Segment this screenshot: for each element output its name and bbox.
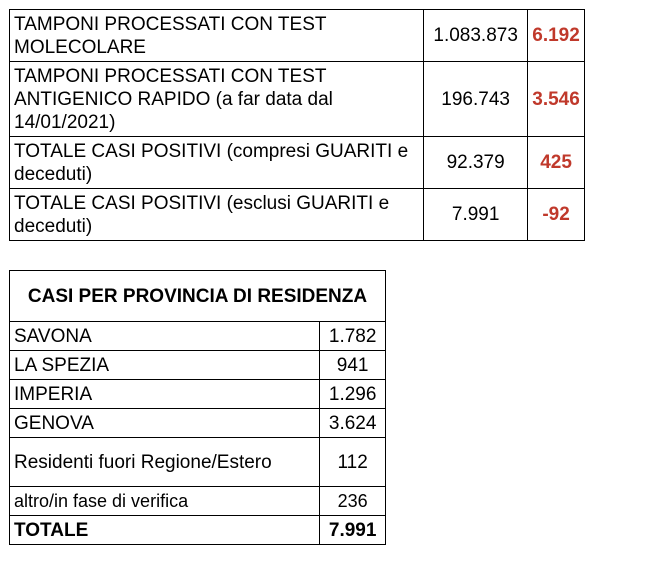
table-row xyxy=(10,380,386,409)
province-label: GENOVA xyxy=(10,409,320,438)
row-label: TOTALE CASI POSITIVI (esclusi GUARITI e deceduti) xyxy=(10,189,424,241)
province-value: 1.782 xyxy=(320,322,386,351)
row-value: 92.379 xyxy=(424,137,528,189)
row-value: 7.991 xyxy=(424,189,528,241)
province-value: 236 xyxy=(320,487,386,516)
table-row xyxy=(10,62,585,137)
table-header-row xyxy=(10,271,386,322)
summary-table xyxy=(9,9,585,241)
province-label: LA SPEZIA xyxy=(10,351,320,380)
province-label: IMPERIA xyxy=(10,380,320,409)
table-row xyxy=(10,351,386,380)
table-row xyxy=(10,322,386,351)
row-delta: 3.546 xyxy=(528,62,585,137)
row-label: TAMPONI PROCESSATI CON TEST ANTIGENICO RAPIDO (a far data dal 14/01/2021) xyxy=(10,62,424,137)
row-value: 1.083.873 xyxy=(424,10,528,62)
province-value: 112 xyxy=(320,438,386,487)
table-row xyxy=(10,10,585,62)
table-row xyxy=(10,438,386,487)
province-value: 941 xyxy=(320,351,386,380)
total-label: TOTALE xyxy=(10,516,320,545)
row-delta: -92 xyxy=(528,189,585,241)
table-header: CASI PER PROVINCIA DI RESIDENZA xyxy=(10,271,386,322)
province-label: SAVONA xyxy=(10,322,320,351)
row-delta: 425 xyxy=(528,137,585,189)
total-row xyxy=(10,516,386,545)
table-row xyxy=(10,137,585,189)
row-label: TOTALE CASI POSITIVI (compresi GUARITI e deceduti) xyxy=(10,137,424,189)
province-value: 1.296 xyxy=(320,380,386,409)
province-label: altro/in fase di verifica xyxy=(10,487,320,516)
row-delta: 6.192 xyxy=(528,10,585,62)
total-value: 7.991 xyxy=(320,516,386,545)
province-label: Residenti fuori Regione/Estero xyxy=(10,438,320,487)
table-row xyxy=(10,189,585,241)
row-label: TAMPONI PROCESSATI CON TEST MOLECOLARE xyxy=(10,10,424,62)
province-table xyxy=(9,270,386,545)
province-value: 3.624 xyxy=(320,409,386,438)
table-row xyxy=(10,487,386,516)
table-row xyxy=(10,409,386,438)
row-value: 196.743 xyxy=(424,62,528,137)
